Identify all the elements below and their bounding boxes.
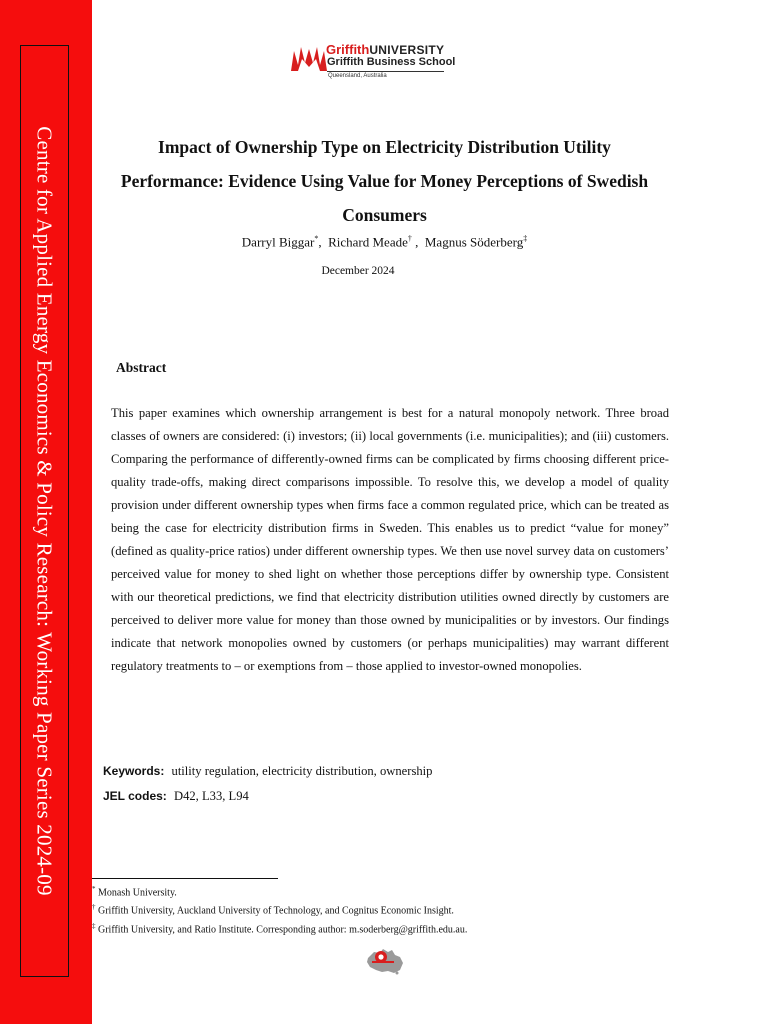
footnote <box>92 900 467 918</box>
sidebar-band <box>0 0 92 1024</box>
author-mark: * <box>314 234 319 243</box>
logo-griffith: Griffith <box>326 42 370 57</box>
footnote-mark: ‡ <box>92 921 96 930</box>
author-mark: † <box>407 234 412 243</box>
footnote-text: Griffith University, and Ratio Institute. Corresponding author: m.soderberg@griffith.edu.au. <box>98 923 468 935</box>
footnote <box>92 882 467 900</box>
abstract-text: This paper examines which ownership arrangement is best for a natural monopoly network. Three broad classes of owners are considered: (i) investors; (ii) local governments (i.e. municipalities); and (iii) customers. Comparing the performance of differently-owned firms can be complicated by firms choosing different price-quality trade-offs, making direct comparisons impossible. To resolve this, we develop a model of quality provision under different ownership types when firms face a common regulated price, which can be treated as being the case for electricity distribution firms in Sweden. This enables us to predict “value for money” (defined as quality-price ratios) under different ownership types. We then use novel survey data on customers’ perceived value for money to shed light on whether those perceptions differ by ownership type. Consistent with our theoretical predictions, we find that electricity distribution utilities owned directly by customers are perceived to deliver more value for money than those owned by municipalities or by investors. Our findings indicate that network monopolies owned by customers (or perhaps municipalities) may warrant different regulatory treatments to – or exemptions from – those applied to investor-owned monopolies. <box>111 406 669 673</box>
australia-map-logo-icon <box>364 946 406 976</box>
footnote <box>92 919 467 937</box>
footnote-text: Griffith University, Auckland University of Technology, and Cognitus Economic Insight. <box>98 905 454 917</box>
paper-title: Impact of Ownership Type on Electricity Distribution Utility Performance: Evidence Using Value for Money Perceptions of Swedish Consumers <box>120 137 649 225</box>
griffith-crest-icon <box>290 45 328 73</box>
jel-label: JEL codes: <box>103 789 167 803</box>
jel-value: D42, L33, L94 <box>173 789 249 803</box>
author-name: Richard Meade <box>328 234 408 250</box>
logo-university: UNIVERSITY <box>369 43 445 57</box>
footnote-mark: † <box>92 903 96 912</box>
logo-divider <box>327 71 444 72</box>
author-name: Magnus Söderberg <box>424 234 524 250</box>
abstract-heading: Abstract <box>116 360 167 375</box>
footnote-text: Monash University. <box>98 887 177 899</box>
footnote-rule <box>92 878 278 879</box>
griffith-logo <box>290 42 456 90</box>
footnotes <box>92 882 467 937</box>
series-label: Centre for Applied Energy Economics & Policy Research: Working Paper Series 2024-09 <box>32 126 57 896</box>
publication-date: December 2024 <box>321 265 395 277</box>
footnote-mark: * <box>92 885 96 893</box>
logo-location: Queensland, Australia <box>328 73 387 79</box>
keywords-value: utility regulation, electricity distribution, ownership <box>171 764 433 778</box>
author-name: Darryl Biggar <box>241 234 315 250</box>
logo-school: Griffith Business School <box>327 56 456 68</box>
jel-line <box>103 789 249 804</box>
keywords-label: Keywords: <box>103 764 165 778</box>
keywords-line <box>103 764 432 779</box>
author-list: Darryl Biggar*, Richard Meade† , Magnus Söderberg‡ <box>241 234 528 250</box>
author-mark: ‡ <box>523 234 528 243</box>
